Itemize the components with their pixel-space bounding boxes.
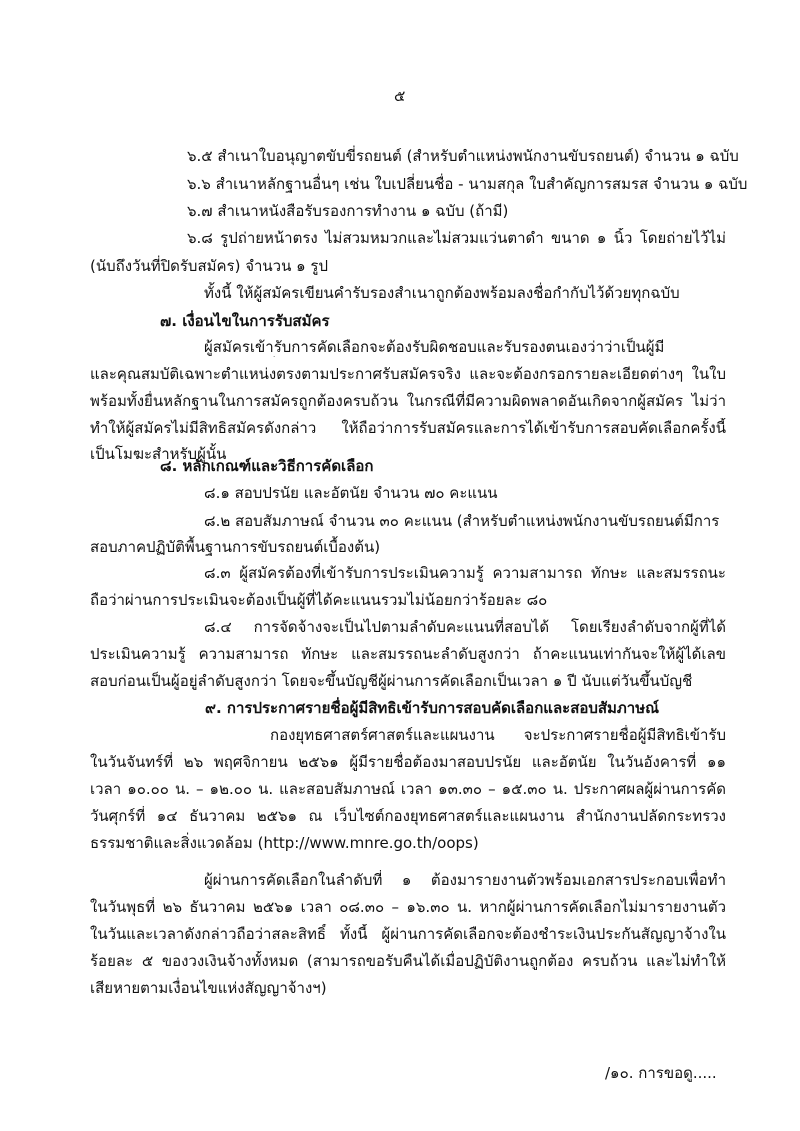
section7-line: ผู้สมัครเข้ารับการคัดเลือกจะต้องรับผิดชอบและรับรองตนเองว่าว่าเป็นผู้มี — [204, 338, 665, 356]
section7-line: เป็นโมฆะสำหรับผู้นั้น — [90, 445, 227, 463]
section9-line: ธรรมชาติและสิ่งแวดล้อม (http://www.mnre.go.th/oops) — [90, 834, 479, 852]
section9-line: เวลา ๑๐.๐๐ น. – ๑๒.๐๐ น. และสอบสัมภาษณ์ เวลา ๑๓.๓๐ – ๑๕.๓๐ น. ประกาศผลผู้ผ่านการคัด — [90, 780, 726, 798]
item-6-8: ๖.๘ รูปถ่ายหน้าตรง ไม่สวมหมวกและไม่สวมแว่นตาดำ ขนาด ๑ นิ้ว โดยถ่ายไว้ไม่ — [187, 229, 726, 247]
item-8-4-cont: สอบก่อนเป็นผู้อยู่ลำดับสูงกว่า โดยจะขึ้นบัญชีผู้ผ่านการคัดเลือกเป็นเวลา ๑ ปี นับแต่วันขึ้นบัญชี — [90, 672, 693, 690]
section7-line: ทำให้ผู้สมัครไม่มีสิทธิสมัครดังกล่าว ให้ถือว่าการรับสมัครและการได้เข้ารับการสอบคัดเลือกครั้งนี้ — [90, 419, 726, 437]
section9-line: ผู้ผ่านการคัดเลือกในลำดับที่ ๑ ต้องมารายงานตัวพร้อมเอกสารประกอบเพื่อทำ — [204, 871, 726, 889]
continuation-note: /๑๐. การขอดู..... — [605, 1064, 717, 1082]
section9-line: เสียหายตามเงื่อนไขแห่งสัญญาจ้างฯ) — [90, 979, 327, 997]
section7-heading: ๗. เงื่อนไขในการรับสมัคร — [160, 312, 330, 330]
item-8-1: ๘.๑ สอบปรนัย และอัตนัย จำนวน ๗๐ คะแนน — [204, 484, 498, 502]
section9-line: ร้อยละ ๕ ของวงเงินจ้างทั้งหมด (สามารถขอรับคืนได้เมื่อปฏิบัติงานถูกต้อง ครบถ้วน และไม่ทำให้ — [90, 952, 726, 970]
section9-line: ในวันจันทร์ที่ ๒๖ พฤศจิกายน ๒๕๖๑ ผู้มีรายชื่อต้องมาสอบปรนัย และอัตนัย ในวันอังคารที่ ๑๑ — [90, 753, 726, 771]
section9-line: วันศุกร์ที่ ๑๔ ธันวาคม ๒๕๖๑ ณ เว็บไซต์กองยุทธศาสตร์และแผนงาน สำนักงานปลัดกระทรวง — [90, 807, 726, 825]
section9-heading: ๙. การประกาศรายชื่อผู้มีสิทธิเข้ารับการสอบคัดเลือกและสอบสัมภาษณ์ — [205, 699, 660, 717]
section7-line: พร้อมทั้งยื่นหลักฐานในการสมัครถูกต้องครบถ้วน ในกรณีที่มีความผิดพลาดอันเกิดจากผู้สมัคร ไม่ว่า — [90, 392, 726, 410]
page-number: ๕ — [394, 87, 406, 105]
item-8-2: ๘.๒ สอบสัมภาษณ์ จำนวน ๓๐ คะแนน (สำหรับตำแหน่งพนักงานขับรถยนต์มีการ — [204, 512, 720, 530]
item-8-3: ๘.๓ ผู้สมัครต้องที่เข้ารับการประเมินความรู้ ความสามารถ ทักษะ และสมรรถนะ — [204, 564, 726, 582]
item-8-3-cont: ถือว่าผ่านการประเมินจะต้องเป็นผู้ที่ได้คะแนนรวมไม่น้อยกว่าร้อยละ ๘๐ — [90, 591, 548, 609]
section9-line: กองยุทธศาสตร์ศาสตร์และแผนงาน จะประกาศรายชื่อผู้มีสิทธิเข้ารับ — [270, 726, 726, 744]
section9-line: ในวันและเวลาดังกล่าวถือว่าสละสิทธิ์ ทั้งนี้ ผู้ผ่านการคัดเลือกจะต้องชำระเงินประกันสัญญาจ้างใน — [90, 925, 726, 943]
item-8-4-cont: ประเมินความรู้ ความสามารถ ทักษะ และสมรรถนะลำดับสูงกว่า ถ้าคะแนนเท่ากันจะให้ผู้ได้เลข — [90, 645, 726, 663]
item-6-8-cont: (นับถึงวันที่ปิดรับสมัคร) จำนวน ๑ รูป — [90, 257, 328, 275]
section9-line: ในวันพุธที่ ๒๖ ธันวาคม ๒๕๖๑ เวลา ๐๘.๓๐ – ๑๖.๓๐ น. หากผู้ผ่านการคัดเลือกไม่มารายงานตัว — [90, 898, 726, 916]
section8-heading: ๘. หลักเกณฑ์และวิธีการคัดเลือก — [160, 457, 374, 475]
section6-note: ทั้งนี้ ให้ผู้สมัครเขียนคำรับรองสำเนาถูกต้องพร้อมลงชื่อกำกับไว้ด้วยทุกฉบับ — [204, 284, 680, 302]
item-6-7: ๖.๗ สำเนาหนังสือรับรองการทำงาน ๑ ฉบับ (ถ้ามี) — [187, 202, 509, 220]
item-6-5: ๖.๕ สำเนาใบอนุญาตขับขี่รถยนต์ (สำหรับตำแหน่งพนักงานขับรถยนต์) จำนวน ๑ ฉบับ — [187, 147, 739, 165]
item-6-6: ๖.๖ สำเนาหลักฐานอื่นๆ เช่น ใบเปลี่ยนชื่อ - นามสกุล ใบสำคัญการสมรส จำนวน ๑ ฉบับ — [187, 175, 748, 193]
item-8-4: ๘.๔ การจัดจ้างจะเป็นไปตามลำดับคะแนนที่สอบได้ โดยเรียงลำดับจากผู้ที่ได้ — [204, 618, 726, 636]
item-8-2-cont: สอบภาคปฏิบัติพื้นฐานการขับรถยนต์เบื้องต้น) — [90, 538, 381, 556]
section7-line: และคุณสมบัติเฉพาะตำแหน่งตรงตามประกาศรับสมัครจริง และจะต้องกรอกรายละเอียดต่างๆ ในใบ — [90, 365, 726, 383]
